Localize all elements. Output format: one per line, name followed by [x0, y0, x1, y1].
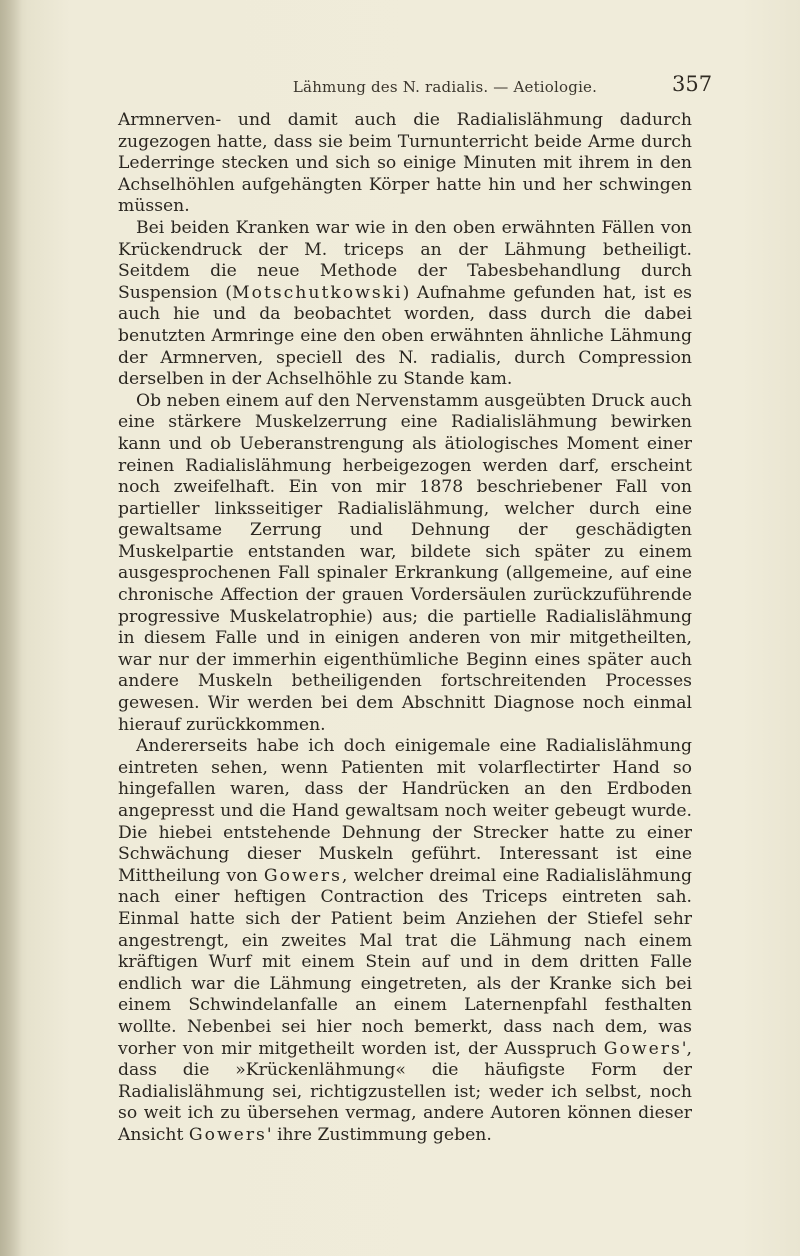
paragraph-1 [118, 110, 692, 218]
text-segment: Ob neben einem auf den Nervenstamm ausgeübten Druck auch eine stärkere Muskelzerrung eine Radialislähmung bewirken kann und ob Ueberanstrengung als ätiologisches Moment einer reinen Radialislähmung herbeigezogen werden darf, erscheint noch zweifelhaft. Ein von mir 1878 beschriebener Fall von partieller linksseitiger Radialislähmung, welcher durch eine gewaltsame Zerrung und Dehnung der geschädigten Muskelpartie entstanden war, bildete sich später zu einem ausgesprochenen Fall spinaler Erkrankung (allgemeine, auf eine chronische Affection der grauen Vordersäulen zurückzuführende progressive Muskelatrophie) aus; die partielle Radialislähmung in diesem Falle und in einigen anderen von mir mitgetheilten, war nur der immerhin eigenthümliche Beginn eines später auch andere Muskeln betheiligenden fortschreitenden Processes gewesen. Wir werden bei dem Abschnitt Diagnose noch einmal hierauf zurückkommen. [118, 390, 692, 735]
paragraph-3 [118, 391, 692, 737]
text-segment: Bei beiden Kranken war wie in den oben erwähnten Fällen von Krückendruck der M. triceps an der Lähmung betheiligt. Seitdem die neue Methode der Tabesbehandlung durch Suspension ( [118, 217, 692, 303]
author-name: Gowers [188, 1124, 267, 1145]
text-segment: Armnerven- und damit auch die Radialislähmung dadurch zugezogen hatte, dass sie beim Turnunterricht beide Arme durch Lederringe stecken und sich so einige Minuten mit ihrem in den Achselhöhlen aufgehängten Körper hatte hin und her schwingen müssen. [118, 110, 692, 217]
page-number: 357 [672, 72, 713, 96]
text-segment: Andererseits habe ich doch einigemale eine Radialislähmung eintreten sehen, wenn Patienten mit volarflectirter Hand so hingefallen waren, dass der Handrücken an den Erdboden angepresst und die Hand gewaltsam noch weiter gebeugt wurde. Die hiebei entstehende Dehnung der Strecker hatte zu einer Schwächung dieser Muskeln geführt. Interessant ist eine Mittheilung von [118, 736, 692, 886]
text-segment: ', dass die »Krückenlähmung« die häufigste Form der Radialislähmung sei, richtigzustellen ist; weder ich selbst, noch so weit ich zu übersehen vermag, andere Autoren können dieser Ansicht [118, 1038, 692, 1145]
author-name: Motschutkowski [232, 282, 403, 303]
author-name: Gowers [603, 1038, 682, 1059]
author-name: Gowers [263, 865, 342, 886]
body-text [118, 110, 692, 1147]
running-head: Lähmung des N. radialis. — Aetiologie. [292, 78, 598, 96]
text-segment: , welcher dreimal eine Radialislähmung nach einer heftigen Contraction des Triceps eintreten sah. Einmal hatte sich der Patient beim Anziehen der Stiefel sehr angestrengt, ein zweites Mal trat die Lähmung nach einem kräftigen Wurf mit einem Stein auf und in dem dritten Falle endlich war die Lähmung eingetreten, als der Kranke sich bei einem Schwindelanfalle an einem Laternenpfahl festhalten wollte. Nebenbei sei hier noch bemerkt, dass nach dem, was vorher von mir mitgetheilt worden ist, der Ausspruch [118, 865, 692, 1059]
paragraph-2 [118, 218, 692, 391]
paragraph-4 [118, 736, 692, 1146]
text-segment: ) Aufnahme gefunden hat, ist es auch hie und da beobachtet worden, dass durch die dabei benutzten Armringe eine den oben erwähnten ähnliche Lähmung der Armnerven, speciell des N. radialis, durch Compression derselben in der Achselhöhle zu Stande kam. [118, 282, 693, 390]
spine-shadow [0, 0, 22, 1256]
text-segment: ' ihre Zustimmung geben. [266, 1124, 492, 1145]
